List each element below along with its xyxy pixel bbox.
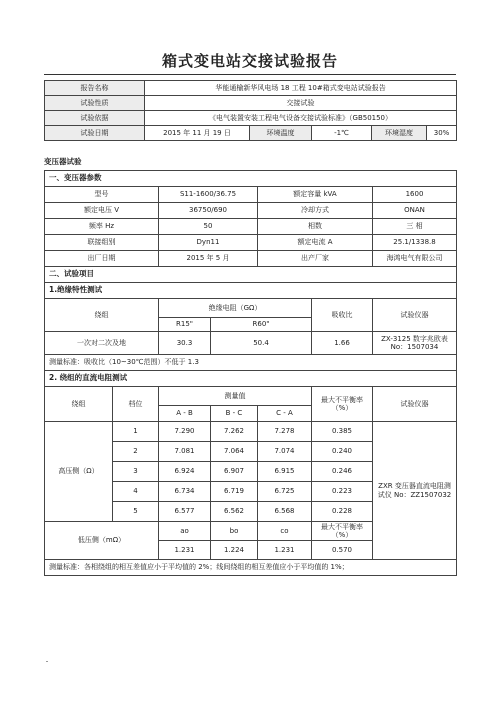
params-section-row xyxy=(45,171,457,187)
insulation-resistance-header: 绝缘电阻（GΩ） xyxy=(159,299,312,318)
hv-ca: 7.278 xyxy=(258,422,312,442)
params-row-model xyxy=(45,187,457,203)
transformer-test-table xyxy=(44,170,457,576)
hv-bc: 7.064 xyxy=(211,442,258,462)
hv-imbalance: 0.385 xyxy=(312,422,373,442)
hv-ab: 7.290 xyxy=(159,422,211,442)
col-ca-header: C - A xyxy=(258,406,312,422)
model-label: 型号 xyxy=(45,187,159,203)
insulation-winding-header: 绕组 xyxy=(45,299,159,332)
hv-ab: 7.081 xyxy=(159,442,211,462)
hv-ab: 6.577 xyxy=(159,502,211,522)
frequency-value: 50 xyxy=(159,219,258,235)
hv-bc: 6.719 xyxy=(211,482,258,502)
manufacturer-label: 出产厂家 xyxy=(258,251,373,267)
frequency-label: 频率 Hz xyxy=(45,219,159,235)
dc-note-row xyxy=(45,560,457,576)
rated-capacity-label: 额定容量 kVA xyxy=(258,187,373,203)
insulation-note-row xyxy=(45,355,457,371)
hv-ca: 6.568 xyxy=(258,502,312,522)
report-name-value: 华能通榆新华风电场 18 工程 10#箱式变电站试验报告 xyxy=(145,81,457,96)
dc-measured-header: 测量值 xyxy=(159,387,312,406)
params-row-voltage xyxy=(45,203,457,219)
hv-imbalance: 0.246 xyxy=(312,462,373,482)
hv-ca: 7.074 xyxy=(258,442,312,462)
insulation-instrument-header: 试验仪器 xyxy=(373,299,457,332)
manufacturer-value: 海鸿电气有限公司 xyxy=(373,251,457,267)
lv-bo-value: 1.224 xyxy=(211,541,258,560)
lv-co-value: 1.231 xyxy=(258,541,312,560)
dc-imbalance-header: 最大不平衡率（%） xyxy=(312,387,373,422)
insulation-section-row xyxy=(45,283,457,299)
dc-winding-header: 绕组 xyxy=(45,387,113,422)
env-temp-label: 环境温度 xyxy=(250,126,312,141)
insulation-data-row xyxy=(45,332,457,355)
hv-tap: 1 xyxy=(113,422,159,442)
info-row-test-date xyxy=(45,126,457,141)
r15-header: R15" xyxy=(159,318,211,332)
dc-header-row xyxy=(45,387,457,406)
dc-section-row xyxy=(45,371,457,387)
params-section-title: 一、变压器参数 xyxy=(45,171,457,187)
cooling-label: 冷却方式 xyxy=(258,203,373,219)
params-row-frequency xyxy=(45,219,457,235)
report-title: 箱式变电站交接试验报告 xyxy=(161,52,338,70)
params-row-connection xyxy=(45,235,457,251)
manufacture-date-value: 2015 年 5 月 xyxy=(159,251,258,267)
connection-value: Dyn11 xyxy=(159,235,258,251)
params-row-manufacture xyxy=(45,251,457,267)
items-section-title: 二、试验项目 xyxy=(45,267,457,283)
insulation-header-row xyxy=(45,299,457,318)
title-divider xyxy=(44,74,456,75)
page-mark xyxy=(46,661,48,662)
test-basis-value: 《电气装置安装工程电气设备交接试验标准》（GB50150） xyxy=(145,111,457,126)
hv-tap: 2 xyxy=(113,442,159,462)
items-section-row xyxy=(45,267,457,283)
hv-tap: 3 xyxy=(113,462,159,482)
hv-ab: 6.924 xyxy=(159,462,211,482)
test-date-value: 2015 年 11 月 19 日 xyxy=(145,126,250,141)
insulation-section-title: 1.绝缘特性测试 xyxy=(45,283,457,299)
lv-col-b: bo xyxy=(211,522,258,541)
absorption-value: 1.66 xyxy=(312,332,373,355)
env-humidity-label: 环境湿度 xyxy=(372,126,427,141)
rated-current-value: 25.1/1338.8 xyxy=(373,235,457,251)
hv-imbalance: 0.228 xyxy=(312,502,373,522)
env-temp-value: -1℃ xyxy=(312,126,372,141)
hv-bc: 6.907 xyxy=(211,462,258,482)
phases-value: 三 相 xyxy=(373,219,457,235)
rated-voltage-value: 36750/690 xyxy=(159,203,258,219)
info-row-report-name xyxy=(45,81,457,96)
report-name-label: 报告名称 xyxy=(45,81,145,96)
lv-col-a: ao xyxy=(159,522,211,541)
dc-instrument-value: ZXR 变压器直流电阻测试仪 No：ZZ1507032 xyxy=(373,422,457,560)
phases-label: 相数 xyxy=(258,219,373,235)
lv-label: 低压侧（mΩ） xyxy=(45,522,159,560)
lv-imbalance-value: 0.570 xyxy=(312,541,373,560)
hv-ca: 6.725 xyxy=(258,482,312,502)
hv-row xyxy=(45,422,457,442)
insulation-standard-note: 测量标准：吸收比（10~30℃范围）不低于 1.3 xyxy=(45,355,457,371)
hv-imbalance: 0.223 xyxy=(312,482,373,502)
hv-ab: 6.734 xyxy=(159,482,211,502)
absorption-header: 吸收比 xyxy=(312,299,373,332)
dc-instrument-header: 试验仪器 xyxy=(373,387,457,422)
col-bc-header: B - C xyxy=(211,406,258,422)
r15-value: 30.3 xyxy=(159,332,211,355)
info-row-test-nature xyxy=(45,96,457,111)
model-value: S11-1600/36.75 xyxy=(159,187,258,203)
cooling-value: ONAN xyxy=(373,203,457,219)
hv-tap: 5 xyxy=(113,502,159,522)
test-date-label: 试验日期 xyxy=(45,126,145,141)
hv-tap: 4 xyxy=(113,482,159,502)
lv-col-c: co xyxy=(258,522,312,541)
lv-imbalance-header: 最大不平衡率（%） xyxy=(312,522,373,541)
rated-current-label: 额定电流 A xyxy=(258,235,373,251)
hv-label: 高压侧（Ω） xyxy=(45,422,113,522)
hv-imbalance: 0.240 xyxy=(312,442,373,462)
env-humidity-value: 30% xyxy=(427,126,457,141)
info-row-test-basis xyxy=(45,111,457,126)
lv-ao-value: 1.231 xyxy=(159,541,211,560)
insulation-instrument-value: ZX-3125 数字兆欧表No：1507034 xyxy=(373,332,457,355)
test-nature-label: 试验性质 xyxy=(45,96,145,111)
dc-section-title: 2. 绕组的直流电阻测试 xyxy=(45,371,457,387)
r60-header: R60" xyxy=(211,318,312,332)
insulation-row-label: 一次对二次及地 xyxy=(45,332,159,355)
r60-value: 50.4 xyxy=(211,332,312,355)
hv-ca: 6.915 xyxy=(258,462,312,482)
hv-bc: 7.262 xyxy=(211,422,258,442)
transformer-test-heading: 变压器试验 xyxy=(44,157,82,166)
hv-bc: 6.562 xyxy=(211,502,258,522)
report-info-table xyxy=(44,80,457,141)
connection-label: 联接组别 xyxy=(45,235,159,251)
rated-capacity-value: 1600 xyxy=(373,187,457,203)
test-nature-value: 交接试验 xyxy=(145,96,457,111)
dc-tap-header: 档位 xyxy=(113,387,159,422)
manufacture-date-label: 出厂日期 xyxy=(45,251,159,267)
test-basis-label: 试验依据 xyxy=(45,111,145,126)
col-ab-header: A - B xyxy=(159,406,211,422)
dc-standard-note: 测量标准：各相绕组的相互差值应小于平均值的 2%；线间绕组的相互差值应小于平均值的 1%； xyxy=(45,560,457,576)
rated-voltage-label: 额定电压 V xyxy=(45,203,159,219)
